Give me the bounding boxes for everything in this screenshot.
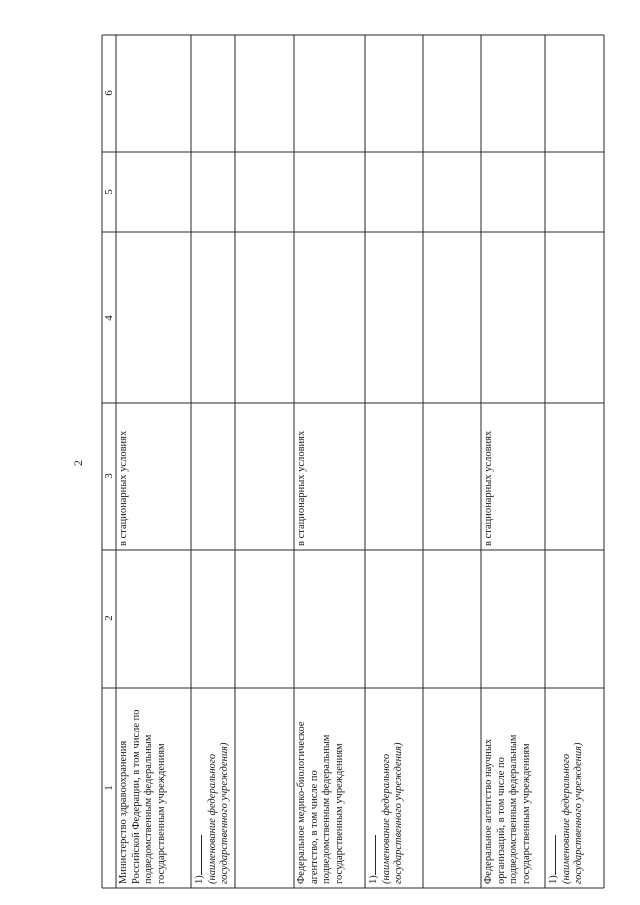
- column-header-3: 3: [103, 473, 115, 479]
- table-row-agency: Министерство здравоохранения Российской Федерации, в том числе по подведомственным федеральным государственным учреждениям: [118, 709, 167, 884]
- table-row-item: 1) (наименование федерального государственного учреждения): [194, 742, 230, 884]
- table-row-condition: в стационарных условиях: [118, 430, 129, 546]
- table-row-condition: в стационарных условиях: [483, 430, 494, 546]
- column-header-2: 2: [103, 615, 115, 621]
- table-row-item: 1) (наименование федерального государственного учреждения): [548, 742, 584, 884]
- table-row-item: 1) (наименование федерального государственного учреждения): [368, 742, 404, 884]
- table-row-agency: Федеральное агентство научных организаций, в том числе по подведомственным федеральным государственным учреждениям: [483, 734, 532, 884]
- column-header-1: 1: [103, 785, 115, 791]
- table-row-agency: Федеральное медико-биологическое агентство, в том числе по подведомственным федеральным государственным учреждениям: [296, 721, 345, 884]
- column-header-5: 5: [103, 189, 115, 195]
- page-number: 2: [71, 460, 85, 466]
- table-row-condition: в стационарных условиях: [296, 430, 307, 546]
- column-header-6: 6: [103, 90, 115, 96]
- column-header-4: 4: [103, 315, 115, 321]
